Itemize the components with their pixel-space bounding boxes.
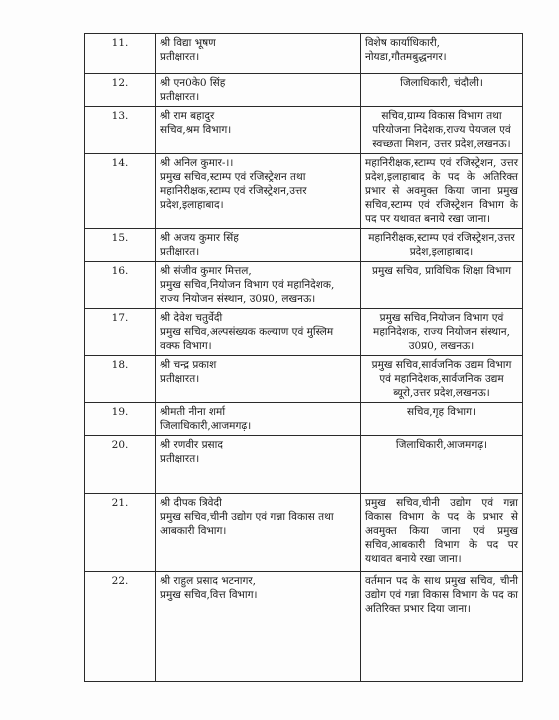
serial-number: 14. — [85, 154, 156, 229]
new-post: जिलाधिकारी, चंदौली। — [361, 74, 523, 107]
serial-number: 20. — [85, 436, 156, 494]
serial-number: 13. — [85, 107, 156, 154]
table-row — [85, 262, 523, 309]
current-post: प्रमुख सचिव,चीनी उद्योग एवं गन्ना विकास तथा आबकारी विभाग। — [160, 511, 334, 537]
officer-name: श्री एन0के0 सिंह — [160, 77, 226, 89]
officer-name: श्री अजय कुमार सिंह — [160, 232, 239, 244]
officer-cell — [156, 107, 361, 154]
serial-number: 19. — [85, 403, 156, 436]
officer-name: श्रीमती नीना शर्मा — [160, 406, 226, 418]
table-row — [85, 403, 523, 436]
current-post: प्रमुख सचिव,अल्पसंख्यक कल्याण एवं मुस्लिम वक्फ विभाग। — [160, 326, 334, 352]
table-row — [85, 572, 523, 682]
new-post: प्रमुख सचिव,नियोजन विभाग एवं महानिदेशक, राज्य नियोजन संस्थान, उ0प्र0, लखनऊ। — [361, 309, 523, 356]
new-post: जिलाधिकारी,आजमगढ़। — [361, 436, 523, 494]
table-row — [85, 229, 523, 262]
transfer-table — [84, 33, 523, 682]
officer-cell — [156, 34, 361, 74]
officer-cell — [156, 74, 361, 107]
current-post: प्रतीक्षारत। — [160, 246, 200, 258]
officer-name: श्री अनिल कुमार-।। — [160, 157, 234, 169]
officer-name: श्री देवेश चतुर्वेदी — [160, 312, 223, 324]
officer-cell — [156, 356, 361, 403]
serial-number: 15. — [85, 229, 156, 262]
new-post: वर्तमान पद के साथ प्रमुख सचिव, चीनी उद्योग एवं गन्ना विकास विभाग के पद का अतिरिक्त प्रभार दिया जाना। — [361, 572, 523, 682]
table-row — [85, 154, 523, 229]
table-row — [85, 356, 523, 403]
officer-cell — [156, 572, 361, 682]
officer-cell — [156, 403, 361, 436]
current-post: प्रतीक्षारत। — [160, 453, 200, 465]
officer-cell — [156, 494, 361, 572]
officer-name: श्री राम बहादुर — [160, 110, 215, 122]
current-post: सचिव,श्रम विभाग। — [160, 124, 232, 136]
current-post: प्रमुख सचिव,स्टाम्प एवं रजिस्ट्रेशन तथा महानिरीक्षक,स्टाम्प एवं रजिस्ट्रेशन,उत्तर प्रदेश,इलाहाबाद। — [160, 171, 307, 211]
new-post: सचिव,गृह विभाग। — [361, 403, 523, 436]
officer-name: श्री दीपक त्रिवेदी — [160, 497, 222, 509]
new-post: प्रमुख सचिव,चीनी उद्योग एवं गन्ना विकास विभाग के पद के प्रभार से अवमुक्त किया जाना एवं प्रमुख सचिव,आबकारी विभाग के पद पर यथावत बनाये रखा जाना। — [361, 494, 523, 572]
officer-cell — [156, 436, 361, 494]
serial-number: 16. — [85, 262, 156, 309]
new-post: महानिरीक्षक,स्टाम्प एवं रजिस्ट्रेशन, उत्तर प्रदेश,इलाहाबाद के पद के अतिरिक्त प्रभार से अवमुक्त किया जाना प्रमुख सचिव,स्टाम्प एवं रजिस्ट्रेशन विभाग के पद पर यथावत बनाये रखा जाना। — [361, 154, 523, 229]
current-post: प्रतीक्षारत। — [160, 51, 200, 63]
table-row — [85, 107, 523, 154]
serial-number: 22. — [85, 572, 156, 682]
serial-number: 11. — [85, 34, 156, 74]
current-post: प्रमुख सचिव,नियोजन विभाग एवं महानिदेशक, राज्य नियोजन संस्थान, उ0प्र0, लखनऊ। — [160, 279, 335, 305]
officer-cell — [156, 262, 361, 309]
table-row — [85, 309, 523, 356]
officer-name: श्री चन्द्र प्रकाश — [160, 359, 217, 371]
new-post: महानिरीक्षक,स्टाम्प एवं रजिस्ट्रेशन,उत्तर प्रदेश,इलाहाबाद। — [361, 229, 523, 262]
serial-number: 18. — [85, 356, 156, 403]
table-row — [85, 34, 523, 74]
serial-number: 21. — [85, 494, 156, 572]
current-post: प्रमुख सचिव,वित्त विभाग। — [160, 589, 258, 601]
current-post: जिलाधिकारी,आजमगढ़। — [160, 420, 252, 432]
new-post: विशेष कार्याधिकारी, नोयडा,गौतमबुद्धनगर। — [361, 34, 523, 74]
officer-cell — [156, 229, 361, 262]
current-post: प्रतीक्षारत। — [160, 91, 200, 103]
current-post: प्रतीक्षारत। — [160, 373, 200, 385]
table-row — [85, 74, 523, 107]
serial-number: 12. — [85, 74, 156, 107]
table-row — [85, 494, 523, 572]
new-post: सचिव,ग्राम्य विकास विभाग तथा परियोजना निदेशक,राज्य पेयजल एवं स्वच्छता मिशन, उत्तर प्रदेश,लखनऊ। — [361, 107, 523, 154]
officer-name: श्री राहुल प्रसाद भटनागर, — [160, 575, 257, 587]
officer-cell — [156, 154, 361, 229]
officer-name: श्री रणवीर प्रसाद — [160, 439, 223, 451]
new-post: प्रमुख सचिव,सार्वजनिक उद्यम विभाग एवं महानिदेशक,सार्वजनिक उद्यम ब्यूरो,उत्तर प्रदेश,लखनऊ। — [361, 356, 523, 403]
new-post: प्रमुख सचिव, प्राविधिक शिक्षा विभाग — [361, 262, 523, 309]
officer-name: श्री विद्या भूषण — [160, 37, 216, 49]
table-row — [85, 436, 523, 494]
officer-cell — [156, 309, 361, 356]
serial-number: 17. — [85, 309, 156, 356]
officer-name: श्री संजीव कुमार मित्तल, — [160, 265, 252, 277]
